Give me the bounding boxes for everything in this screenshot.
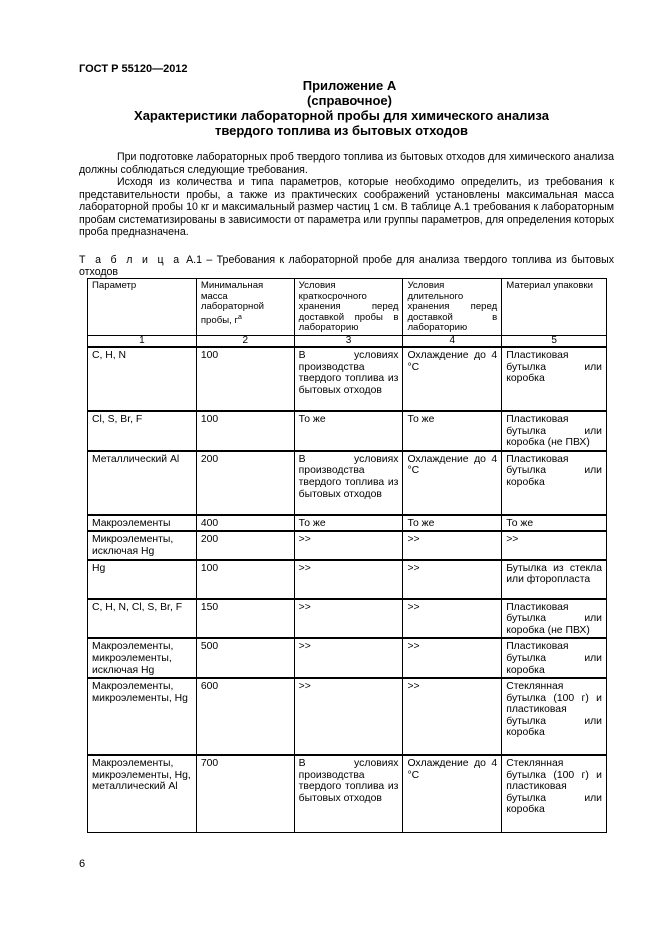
body-text	[79, 151, 614, 239]
short-storage-cell: >>	[294, 531, 403, 559]
appendix-title: Приложение А	[302, 78, 397, 93]
long-storage-cell: >>	[403, 560, 502, 599]
packaging-cell: Пластиковая бутылка или коробка (не ПВХ)	[502, 599, 607, 639]
parameter-cell: C, H, N, Cl, S, Br, F	[88, 599, 197, 639]
table-row	[88, 599, 607, 639]
header-cell: Условия краткосрочного хранения перед доставкой пробы в лабораторию	[294, 279, 403, 336]
short-storage-cell: >>	[294, 678, 403, 755]
column-number-row	[88, 335, 607, 347]
table-caption-label: Т а б л и ц а	[79, 254, 182, 266]
long-storage-cell: >>	[403, 638, 502, 678]
column-number: 2	[196, 335, 294, 347]
parameter-cell: Hg	[88, 560, 197, 599]
long-storage-cell: То же	[403, 515, 502, 532]
table-row	[88, 531, 607, 559]
header-cell: Минимальная масса лабораторной пробы, $г^а$	[196, 279, 294, 336]
min-mass-cell: 100	[196, 411, 294, 451]
short-storage-cell: В условиях производства твердого топлива из бытовых отходов	[294, 755, 403, 832]
short-storage-cell: В условиях производства твердого топлива из бытовых отходов	[294, 347, 403, 411]
packaging-cell: >>	[502, 531, 607, 559]
appendix-heading-line-2: твердого топлива из бытовых отходов	[214, 123, 469, 138]
table-row	[88, 755, 607, 832]
header-cell: Материал упаковки	[502, 279, 607, 336]
requirements-table	[87, 278, 607, 833]
header-cell: Условия длительного хранения перед доставкой в лабораторию	[403, 279, 502, 336]
appendix-subtitle: (справочное)	[307, 93, 392, 108]
packaging-cell: Пластиковая бутылка или коробка	[502, 451, 607, 515]
min-mass-cell: 150	[196, 599, 294, 639]
parameter-cell: Макроэлементы	[88, 515, 197, 532]
long-storage-cell: Охлаждение до 4 °С	[403, 755, 502, 832]
appendix-heading	[0, 78, 661, 138]
table-row	[88, 515, 607, 532]
parameter-cell: Cl, S, Br, F	[88, 411, 197, 451]
short-storage-cell: То же	[294, 515, 403, 532]
long-storage-cell: >>	[403, 599, 502, 639]
parameter-cell: Макроэлементы, микроэлементы, исключая Hg	[88, 638, 197, 678]
paragraph: При подготовке лабораторных проб твердого топлива из бытовых отходов для химического анализа должны соблюдаться следующие требования.	[79, 151, 614, 176]
short-storage-cell: То же	[294, 411, 403, 451]
long-storage-cell: То же	[403, 411, 502, 451]
min-mass-cell: 500	[196, 638, 294, 678]
long-storage-cell: >>	[403, 678, 502, 755]
parameter-cell: Макроэлементы, микроэлементы, Hg, металлический Al	[88, 755, 197, 832]
header-cell: Параметр	[88, 279, 197, 336]
long-storage-cell: >>	[403, 531, 502, 559]
appendix-heading-line-1: Характеристики лабораторной пробы для химического анализа	[134, 108, 549, 123]
table-row	[88, 451, 607, 515]
parameter-cell: Макроэлементы, микроэлементы, Hg	[88, 678, 197, 755]
table-row	[88, 411, 607, 451]
footnote-mark: а	[237, 313, 242, 321]
table-row	[88, 638, 607, 678]
column-number: 1	[88, 335, 197, 347]
short-storage-cell: В условиях производства твердого топлива из бытовых отходов	[294, 451, 403, 515]
packaging-cell: То же	[502, 515, 607, 532]
min-mass-cell: 100	[196, 560, 294, 599]
table-row	[88, 347, 607, 411]
page-number: 6	[79, 858, 86, 870]
short-storage-cell: >>	[294, 560, 403, 599]
parameter-cell: Микроэлементы, исключая Hg	[88, 531, 197, 559]
standard-code: ГОСТ Р 55120—2012	[79, 63, 188, 75]
table-row	[88, 678, 607, 755]
parameter-cell: Металлический Al	[88, 451, 197, 515]
long-storage-cell: Охлаждение до 4 °С	[403, 347, 502, 411]
min-mass-cell: 200	[196, 451, 294, 515]
packaging-cell: Стеклянная бутылка (100 г) и пластиковая бутылка или коробка	[502, 755, 607, 832]
packaging-cell: Бутылка из стекла или фторопласта	[502, 560, 607, 599]
table-row	[88, 560, 607, 599]
min-mass-cell: 100	[196, 347, 294, 411]
paragraph: Исходя из количества и типа параметров, которые необходимо определить, из требования к представительности пробы, а также из практических соображений установлены максимальная масса лабораторной пробы 10 кг и максимальный размер частиц 1 см. В таблице А.1 требования к лабораторным пробам систематизированы в зависимости от параметра или группы параметров, для определения которых проба предназначена.	[79, 176, 614, 238]
table-caption	[79, 255, 614, 278]
column-number: 5	[502, 335, 607, 347]
packaging-cell: Пластиковая бутылка или коробка	[502, 347, 607, 411]
table-header-row	[88, 279, 607, 336]
column-number: 3	[294, 335, 403, 347]
column-number: 4	[403, 335, 502, 347]
min-mass-cell: 400	[196, 515, 294, 532]
packaging-cell: Пластиковая бутылка или коробка (не ПВХ)	[502, 411, 607, 451]
parameter-cell: C, H, N	[88, 347, 197, 411]
short-storage-cell: >>	[294, 638, 403, 678]
min-mass-cell: 200	[196, 531, 294, 559]
packaging-cell: Стеклянная бутылка (100 г) и пластиковая бутылка или коробка	[502, 678, 607, 755]
short-storage-cell: >>	[294, 599, 403, 639]
min-mass-cell: 600	[196, 678, 294, 755]
long-storage-cell: Охлаждение до 4 °С	[403, 451, 502, 515]
table-caption-text: А.1 – Требования к лабораторной пробе для анализа твердого топлива из бытовых отходов	[79, 254, 614, 278]
packaging-cell: Пластиковая бутылка или коробка	[502, 638, 607, 678]
min-mass-cell: 700	[196, 755, 294, 832]
